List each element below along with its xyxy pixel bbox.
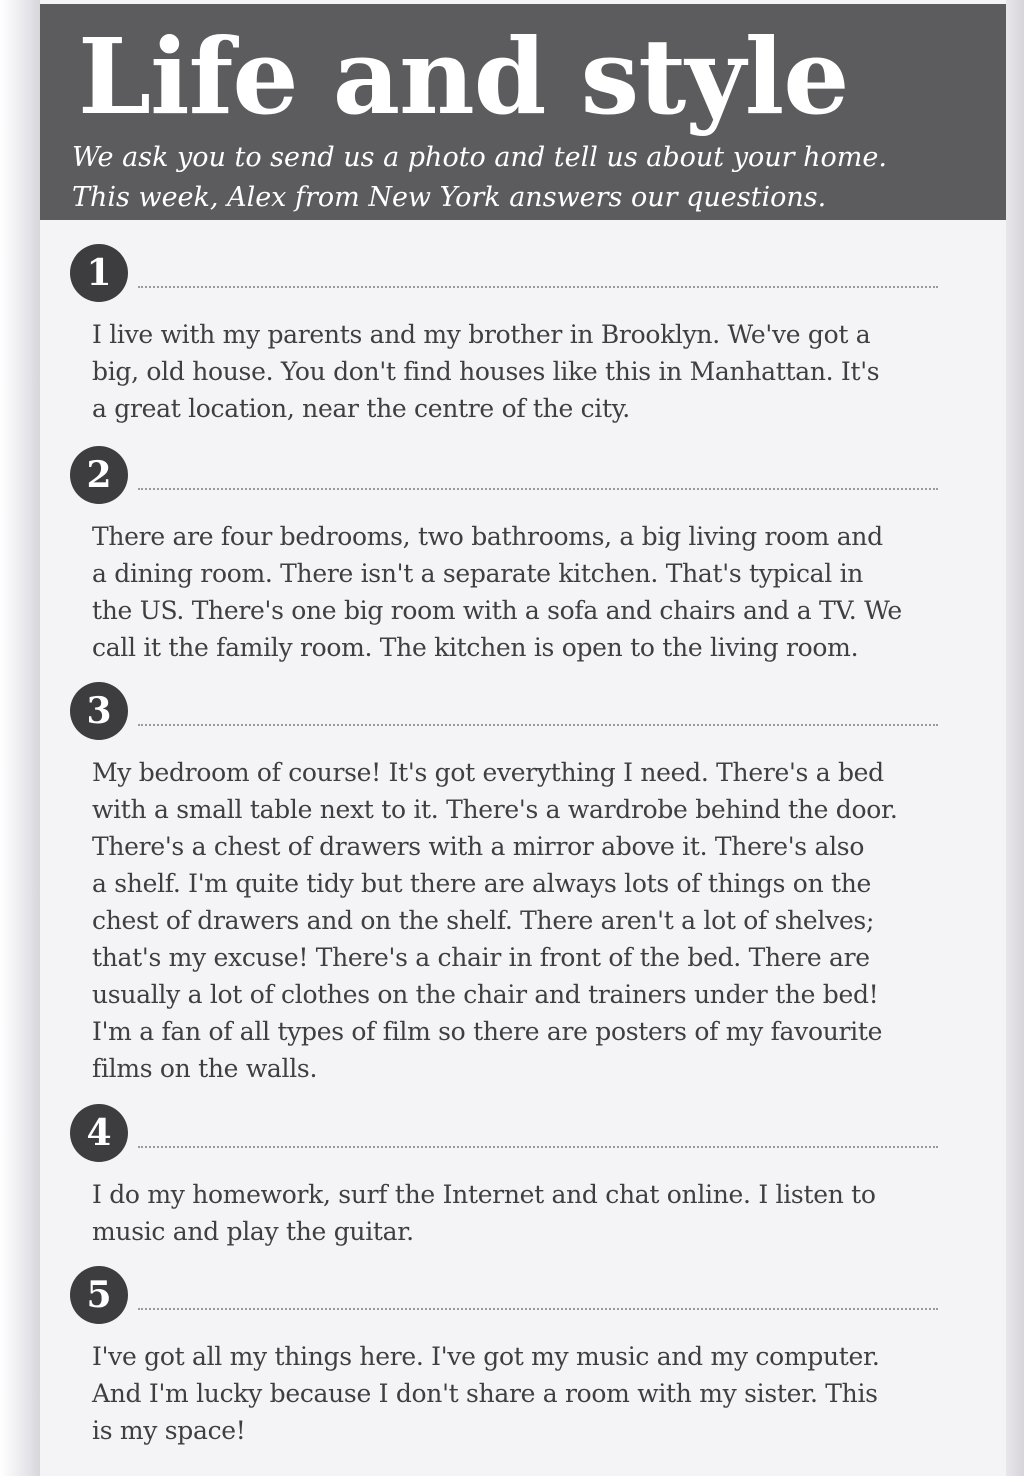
text-line: I've got all my things here. I've got my music and my computer. (92, 1342, 880, 1371)
text-line: with a small table next to it. There's a wardrobe behind the door. (92, 795, 898, 824)
text-line: chest of drawers and on the shelf. There aren't a lot of shelves; (92, 906, 875, 935)
page-subtitle (72, 138, 887, 218)
question-blank-line[interactable] (138, 286, 938, 288)
text-line: And I'm lucky because I don't share a room with my sister. This (92, 1379, 878, 1408)
subtitle-line: This week, Alex from New York answers our questions. (72, 182, 827, 213)
text-line: is my space! (92, 1416, 246, 1445)
entry-text (70, 1176, 970, 1250)
text-line: big, old house. You don't find houses like this in Manhattan. It's (92, 357, 880, 386)
entry-5 (70, 1266, 970, 1449)
header-banner (40, 4, 1008, 220)
text-line: I'm a fan of all types of film so there are posters of my favourite (92, 1017, 883, 1046)
text-line: a dining room. There isn't a separate kitchen. That's typical in (92, 559, 864, 588)
question-blank-line[interactable] (138, 1146, 938, 1148)
text-line: call it the family room. The kitchen is open to the living room. (92, 633, 859, 662)
number-badge: 4 (70, 1104, 128, 1162)
number-badge: 1 (70, 244, 128, 302)
text-line: usually a lot of clothes on the chair and trainers under the bed! (92, 980, 879, 1009)
text-line: There are four bedrooms, two bathrooms, a big living room and (92, 522, 883, 551)
entry-header (70, 682, 970, 742)
subtitle-line: We ask you to send us a photo and tell us about your home. (72, 142, 887, 173)
entry-header (70, 1104, 970, 1164)
entry-4 (70, 1104, 970, 1250)
entry-3 (70, 682, 970, 1087)
text-line: My bedroom of course! It's got everything I need. There's a bed (92, 758, 884, 787)
text-line: I do my homework, surf the Internet and chat online. I listen to (92, 1180, 876, 1209)
entry-1 (70, 244, 970, 427)
text-line: that's my excuse! There's a chair in front of the bed. There are (92, 943, 870, 972)
text-line: a shelf. I'm quite tidy but there are always lots of things on the (92, 869, 872, 898)
page-title: Life and style (78, 15, 849, 138)
text-line: a great location, near the centre of the city. (92, 394, 630, 423)
text-line: There's a chest of drawers with a mirror above it. There's also (92, 832, 865, 861)
entry-text (70, 316, 970, 427)
text-line: I live with my parents and my brother in Brooklyn. We've got a (92, 320, 871, 349)
entry-2 (70, 446, 970, 666)
text-line: films on the walls. (92, 1054, 318, 1083)
entry-text (70, 1338, 970, 1449)
number-badge: 3 (70, 682, 128, 740)
question-blank-line[interactable] (138, 488, 938, 490)
entry-header (70, 244, 970, 304)
question-blank-line[interactable] (138, 1308, 938, 1310)
text-line: music and play the guitar. (92, 1217, 414, 1246)
question-blank-line[interactable] (138, 724, 938, 726)
number-badge: 2 (70, 446, 128, 504)
entry-text (70, 518, 970, 666)
entry-header (70, 446, 970, 506)
text-line: the US. There's one big room with a sofa and chairs and a TV. We (92, 596, 902, 625)
number-badge: 5 (70, 1266, 128, 1324)
entry-header (70, 1266, 970, 1326)
entry-text (70, 754, 970, 1087)
